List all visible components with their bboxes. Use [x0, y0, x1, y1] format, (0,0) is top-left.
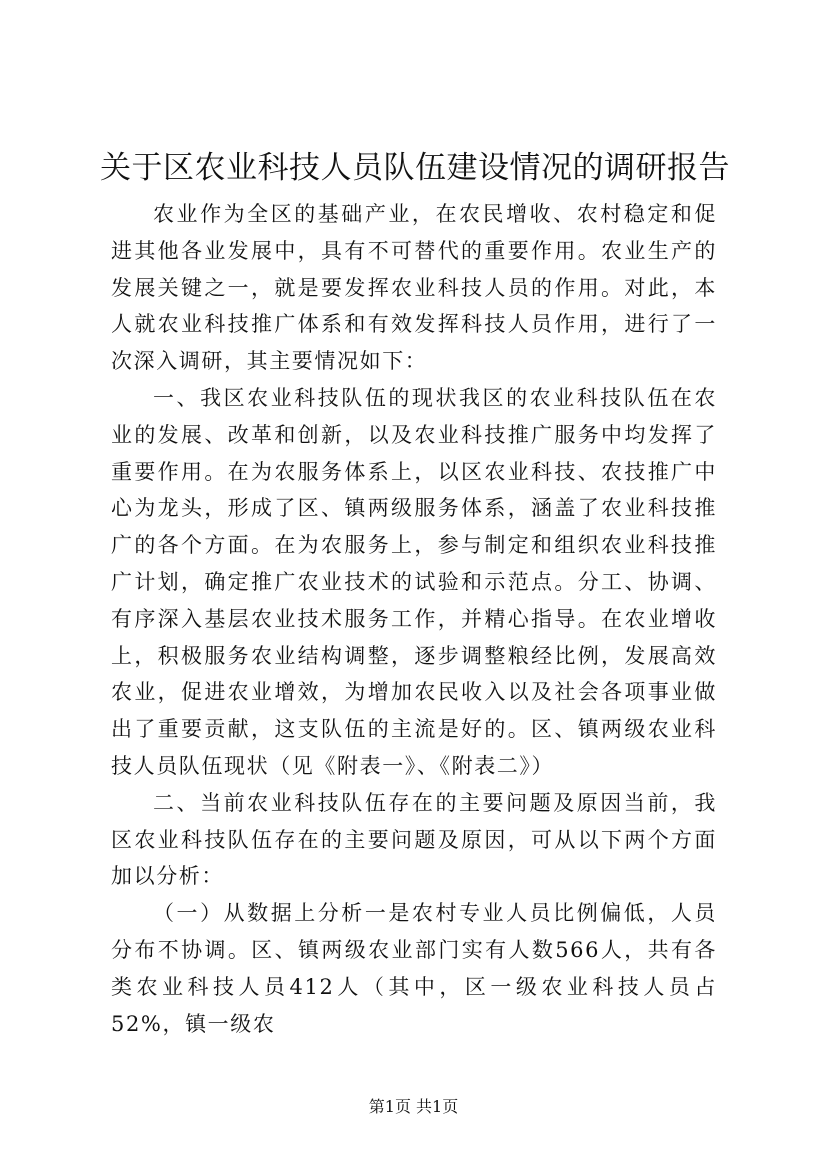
document-body — [111, 196, 717, 1042]
paragraph-section-one: 一、我区农业科技队伍的现状我区的农业科技队伍在农业的发展、改革和创新，以及农业科技推广服务中均发挥了重要作用。在为农服务体系上，以区农业科技、农技推广中心为龙头，形成了区、镇两级服务体系，涵盖了农业科技推广的各个方面。在为农服务上，参与制定和组织农业科技推广计划，确定推广农业技术的试验和示范点。分工、协调、有序深入基层农业技术服务工作，并精心指导。在农业增收上，积极服务农业结构调整，逐步调整粮经比例，发展高效农业，促进农业增效，为增加农民收入以及社会各项事业做出了重要贡献，这支队伍的主流是好的。区、镇两级农业科技人员队伍现状（见《附表一》、《附表二》） — [111, 385, 717, 778]
document-title: 关于区农业科技人员队伍建设情况的调研报告 — [100, 150, 730, 186]
paragraph-intro: 农业作为全区的基础产业，在农民增收、农村稳定和促进其他各业发展中，具有不可替代的重要作用。农业生产的发展关键之一，就是要发挥农业科技人员的作用。对此，本人就农业科技推广体系和有效发挥科技人员作用，进行了一次深入调研，其主要情况如下： — [111, 202, 717, 374]
page-footer: 第1页 共1页 — [368, 1097, 459, 1116]
paragraph-subsection-one: （一）从数据上分析一是农村专业人员比例偏低，人员分布不协调。区、镇两级农业部门实有人数566人，共有各类农业科技人员412人（其中，区一级农业科技人员占52%，镇一级农 — [111, 901, 717, 1036]
paragraph-section-two: 二、当前农业科技队伍存在的主要问题及原因当前，我区农业科技队伍存在的主要问题及原因，可从以下两个方面加以分析： — [111, 790, 717, 889]
